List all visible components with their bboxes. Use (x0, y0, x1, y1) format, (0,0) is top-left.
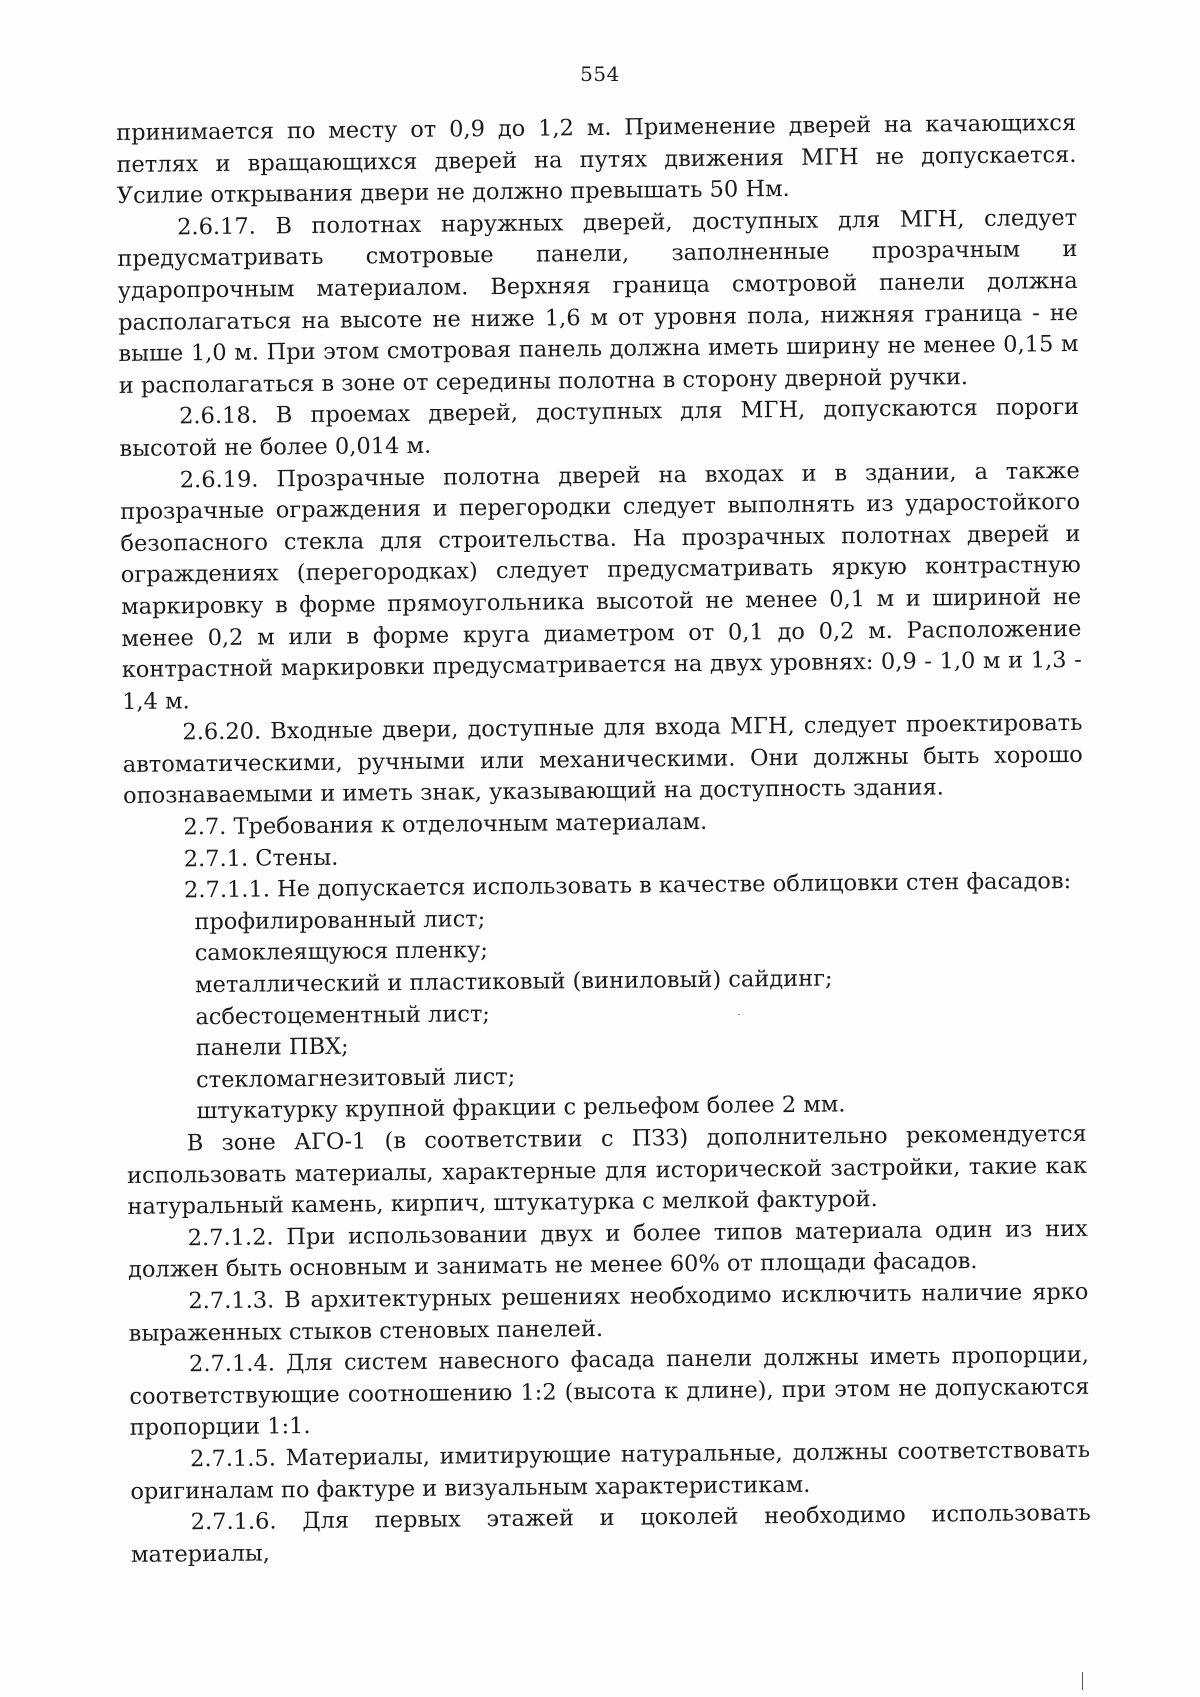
subsection-heading-2-7-1: 2.7.1. Стены. (183, 844, 339, 872)
list-item: металлический и пластиковый (виниловый) сайдинг; (194, 965, 833, 999)
paragraph-2-6-18: 2.6.18. В проемах дверей, доступных для МГН, допускаются пороги высотой не более 0,014 м. (119, 394, 1080, 462)
paragraph-2-6-19: 2.6.19. Прозрачные полотна дверей на входах и в здании, а также прозрачные ограждения и перегородки следует выполнять из ударостойкого безопасного стекла для строительства. На прозрачных полотнах дверей и ограждениях (перегородках) следует предусматривать яркую контрастную маркировку в форме прямоугольника высотой не менее 0,1 м и шириной не менее 0,2 м или в форме круга диаметром от 0,1 до 0,2 м. Расположение контрастной маркировки предусматривается на двух уровнях: 0,9 - 1,0 м и 1,3 - 1,4 м. (119, 457, 1082, 715)
list-item: штукатурку крупной фракции с рельефом более 2 мм. (196, 1091, 846, 1125)
paragraph-2-7-1-4: 2.7.1.4. Для систем навесного фасада панели должны иметь пропорции, соответствующие соотношению 1:2 (высота к длине), при этом не допускаются пропорции 1:1. (129, 1342, 1090, 1442)
paragraph-continuation: принимается по месту от 0,9 до 1,2 м. Применение дверей на качающихся петлях и вращающихся дверей на путях движения МГН не допускается. Усилие открывания двери не должно превышать 50 Нм. (116, 109, 1077, 210)
list-item: профилированный лист; (194, 906, 486, 936)
page-number: 554 (580, 62, 620, 86)
paragraph-2-7-1-3: 2.7.1.3. В архитектурных решениях необходимо исключить наличие ярко выраженных стыков стеновых панелей. (128, 1278, 1089, 1347)
scan-speck (738, 1014, 740, 1015)
list-item: асбестоцементный лист; (195, 1000, 491, 1030)
paragraph-ago-1-zone: В зоне АГО-1 (в соответствии с ПЗЗ) дополнительно рекомендуется использовать материалы, характерные для исторической застройки, такие как натуральный камень, кирпич, штукатурка с мелкой фактурой. (126, 1120, 1088, 1221)
list-item: стекломагнезитовый лист; (195, 1063, 516, 1094)
paragraph-2-7-1-6: 2.7.1.6. Для первых этажей и цоколей необходимо использовать материалы, (130, 1499, 1091, 1568)
section-heading-2-7: 2.7. Требования к отделочным материалам. (183, 808, 708, 841)
list-item: панели ПВХ; (195, 1033, 349, 1062)
paragraph-2-6-20: 2.6.20. Входные двери, доступные для входа МГН, следует проектировать автоматическими, ручными или механическими. Они должны быть хорошо опознаваемыми и иметь знак, указывающий на доступность здания. (122, 710, 1083, 810)
document-body (116, 108, 1091, 1571)
scan-edge-mark (1082, 1672, 1083, 1690)
list-item: самоклеящуюся пленку; (194, 937, 488, 967)
prohibited-materials-list (124, 898, 1086, 1129)
paragraph-2-7-1-5: 2.7.1.5. Материалы, имитирующие натуральные, должны соответствовать оригиналам по фактуре и визуальным характеристикам. (130, 1436, 1091, 1505)
paragraph-2-7-1-2: 2.7.1.2. При использовании двух и более типов материала один из них должен быть основным и занимать не менее 60% от площади фасадов. (127, 1215, 1088, 1284)
paragraph-2-7-1-1: 2.7.1.1. Не допускается использовать в качестве облицовки стен фасадов: (183, 868, 1072, 904)
paragraph-2-6-17: 2.6.17. В полотнах наружных дверей, доступных для МГН, следует предусматривать смотровые панели, заполненные прозрачным и ударопрочным материалом. Верхняя граница смотровой панели должна располагаться на высоте не ниже 1,6 м от уровня пола, нижняя граница - не выше 1,0 м. При этом смотровая панель должна иметь ширину не менее 0,15 м и располагаться в зоне от середины полотна в сторону дверной ручки. (117, 204, 1079, 399)
